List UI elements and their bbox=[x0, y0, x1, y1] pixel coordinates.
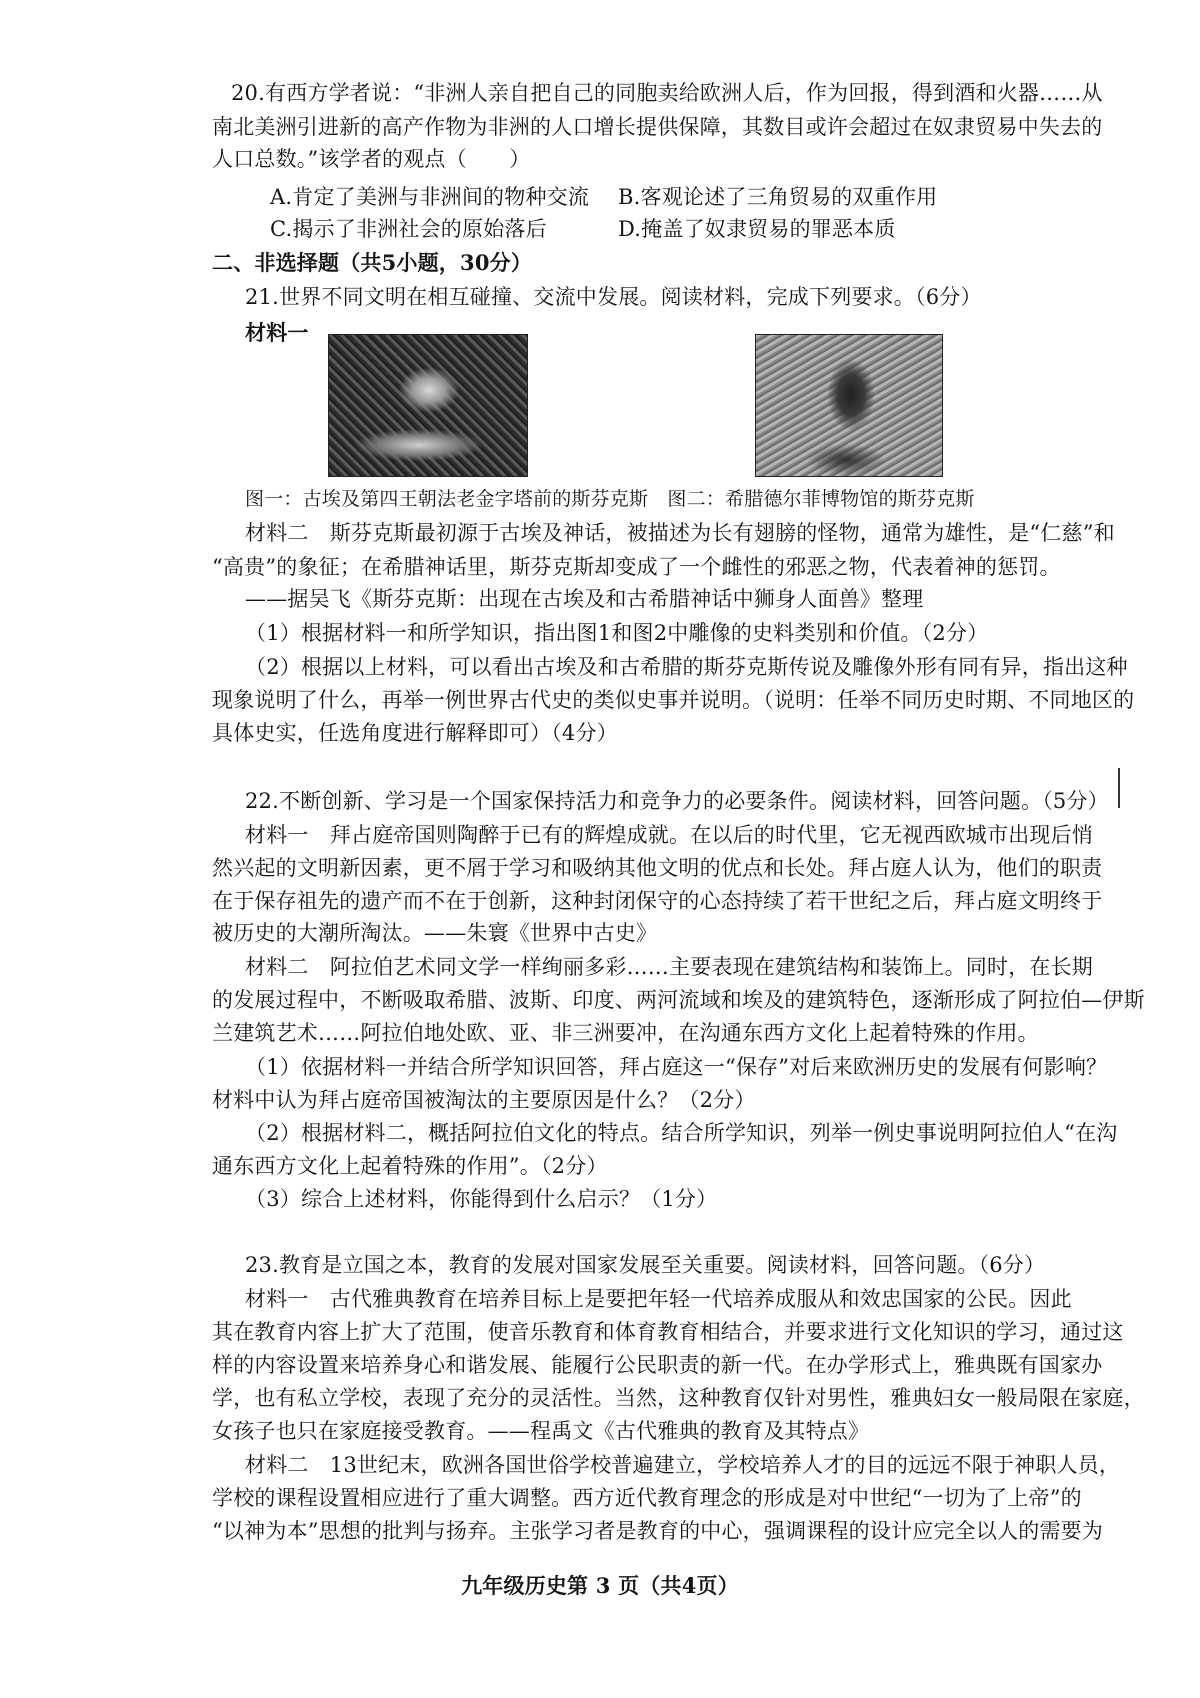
q23-material-2-line-3: “以神为本”思想的批判与扬弃。主张学习者是教育的中心，强调课程的设计应完全以人的需要为 bbox=[212, 1519, 1104, 1543]
q23-material-1-line-2: 其在教育内容上扩大了范围，使音乐教育和体育教育相结合，并要求进行文化知识的学习，通过这 bbox=[212, 1320, 1124, 1344]
q20-option-c: C.揭示了非洲社会的原始落后 bbox=[270, 217, 547, 241]
q21-source: ——据吴飞《斯芬克斯：出现在古埃及和古希腊神话中狮身人面兽》整理 bbox=[245, 587, 924, 611]
q21-sub-2-line-3: 具体史实，任选角度进行解释即可）（4分） bbox=[212, 721, 618, 745]
q21-sub-2-line-2: 现象说明了什么，再举一例世界古代史的类似史事并说明。（说明：任举不同历史时期、不同地区的 bbox=[212, 688, 1135, 712]
q21-material-2-line-2: “高贵”的象征；在希腊神话里，斯芬克斯却变成了一个雌性的邪恶之物，代表着神的惩罚。 bbox=[212, 555, 1061, 579]
q22-sub-1-line-2: 材料中认为拜占庭帝国被淘汰的主要原因是什么？（2分） bbox=[212, 1088, 756, 1112]
q22-material-1-line-1: 材料一 拜占庭帝国则陶醉于已有的辉煌成就。在以后的时代里，它无视西欧城市出现后悄 bbox=[245, 823, 1093, 847]
page-footer: 九年级历史第 3 页（共4页） bbox=[461, 1573, 739, 1598]
sphinx-delphi-photo bbox=[755, 334, 943, 477]
q22-stem: 22.不断创新、学习是一个国家保持活力和竞争力的必要条件。阅读材料，回答问题。（5分） bbox=[245, 789, 1109, 813]
q23-material-2-line-1: 材料二 13世纪末，欧洲各国世俗学校普遍建立，学校培养人才的目的远远不限于神职人员， bbox=[245, 1453, 1121, 1477]
q22-sub-2-line-1: （2）根据材料二，概括阿拉伯文化的特点。结合所学知识，列举一例史事说明阿拉伯人“在沟 bbox=[245, 1121, 1118, 1145]
q21-stem: 21.世界不同文明在相互碰撞、交流中发展。阅读材料，完成下列要求。（6分） bbox=[245, 285, 982, 309]
q22-material-2-line-3: 兰建筑艺术……阿拉伯地处欧、亚、非三洲要冲，在沟通东西方文化上起着特殊的作用。 bbox=[212, 1021, 1039, 1045]
q21-figure-caption: 图一：古埃及第四王朝法老金字塔前的斯芬克斯 图二：希腊德尔菲博物馆的斯芬克斯 bbox=[245, 488, 975, 510]
q20-option-b: B.客观论述了三角贸易的双重作用 bbox=[618, 185, 938, 209]
q20-option-a: A.肯定了美洲与非洲间的物种交流 bbox=[270, 185, 590, 209]
q23-material-1-line-4: 学，也有私立学校，表现了充分的灵活性。当然，这种教育仅针对男性，雅典妇女一般局限在家庭， bbox=[212, 1386, 1145, 1410]
q20-line-1: 20.有西方学者说：“非洲人亲自把自己的同胞卖给欧洲人后，作为回报，得到酒和火器……从 bbox=[231, 81, 1103, 105]
q22-material-1-line-3: 在于保存祖先的遗产而不在于创新，这种封闭保守的心态持续了若干世纪之后，拜占庭文明终于 bbox=[212, 889, 1103, 913]
q23-material-1-line-1: 材料一 古代雅典教育在培养目标上是要把年轻一代培养成服从和效忠国家的公民。因此 bbox=[245, 1287, 1072, 1311]
q22-material-1-line-4: 被历史的大潮所淘汰。——朱寰《世界中古史》 bbox=[212, 921, 658, 945]
sphinx-giza-photo bbox=[328, 334, 528, 477]
q23-stem: 23.教育是立国之本，教育的发展对国家发展至关重要。阅读材料，回答问题。（6分） bbox=[245, 1253, 1046, 1277]
q22-sub-2-line-2: 通东西方文化上起着特殊的作用”。（2分） bbox=[212, 1154, 608, 1178]
q23-material-2-line-2: 学校的课程设置相应进行了重大调整。西方近代教育理念的形成是对中世纪“一切为了上帝”的 bbox=[212, 1486, 1082, 1510]
q22-material-2-line-1: 材料二 阿拉伯艺术同文学一样绚丽多彩……主要表现在建筑结构和装饰上。同时，在长期 bbox=[245, 955, 1093, 979]
q20-line-2: 南北美洲引进新的高产作物为非洲的人口增长提供保障，其数目或许会超过在奴隶贸易中失去的 bbox=[212, 115, 1103, 139]
q23-material-1-line-5: 女孩子也只在家庭接受教育。——程禹文《古代雅典的教育及其特点》 bbox=[212, 1419, 870, 1443]
q21-material-1-label: 材料一 bbox=[245, 320, 309, 345]
q20-line-3: 人口总数。”该学者的观点（ ） bbox=[212, 147, 531, 171]
q23-material-1-line-3: 样的内容设置来培养身心和谐发展、能履行公民职责的新一代。在办学形式上，雅典既有国家办 bbox=[212, 1353, 1103, 1377]
q20-option-d: D.掩盖了奴隶贸易的罪恶本质 bbox=[618, 217, 896, 241]
q22-sub-1-line-1: （1）依据材料一并结合所学知识回答，拜占庭这一“保存”对后来欧洲历史的发展有何影响？ bbox=[245, 1055, 1108, 1079]
q22-sub-3: （3）综合上述材料，你能得到什么启示？（1分） bbox=[245, 1187, 718, 1211]
q21-sub-2-line-1: （2）根据以上材料，可以看出古埃及和古希腊的斯芬克斯传说及雕像外形有同有异，指出这种 bbox=[245, 655, 1128, 679]
margin-mark bbox=[1118, 768, 1120, 808]
q22-material-2-line-2: 的发展过程中，不断吸取希腊、波斯、印度、两河流域和埃及的建筑特色，逐渐形成了阿拉伯—伊斯 bbox=[212, 988, 1145, 1012]
q21-material-2-line-1: 材料二 斯芬克斯最初源于古埃及神话，被描述为长有翅膀的怪物，通常为雄性，是“仁慈”和 bbox=[245, 521, 1115, 545]
section-heading: 二、非选择题（共5小题，30分） bbox=[212, 250, 533, 275]
q22-material-1-line-2: 然兴起的文明新因素，更不屑于学习和吸纳其他文明的优点和长处。拜占庭人认为，他们的职责 bbox=[212, 856, 1103, 880]
q21-sub-1: （1）根据材料一和所学知识，指出图1和图2中雕像的史料类别和价值。（2分） bbox=[245, 621, 989, 645]
